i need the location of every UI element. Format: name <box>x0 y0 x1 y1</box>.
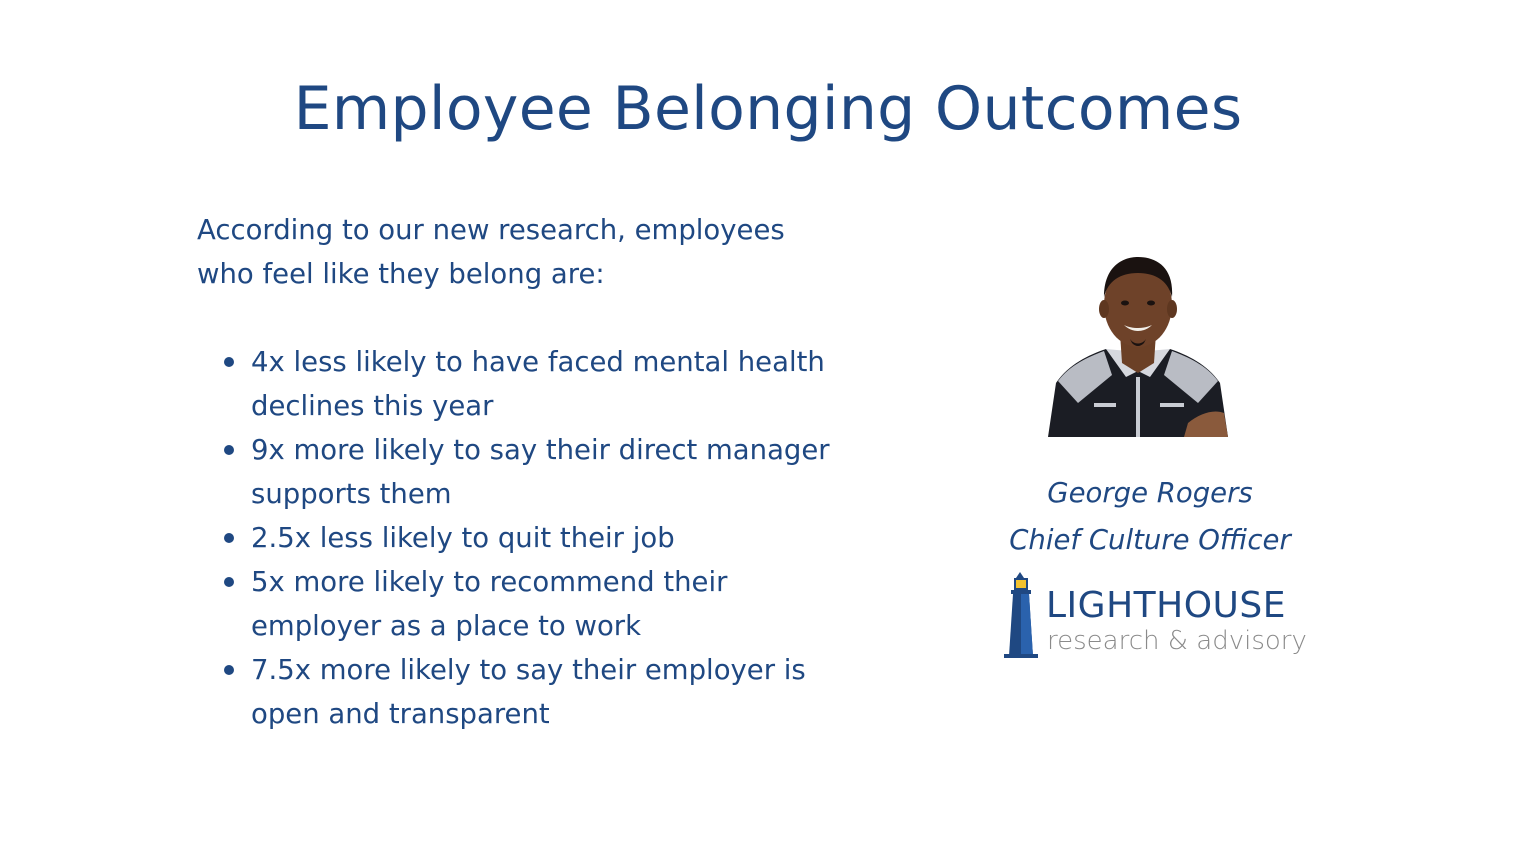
person-role: Chief Culture Officer <box>1009 524 1291 556</box>
list-item-line-1: 9x more likely to say their direct manager <box>251 434 830 466</box>
list-item-line-1: 4x less likely to have faced mental health <box>251 346 825 378</box>
bullet-icon <box>224 577 234 587</box>
portrait-photo <box>1048 253 1228 437</box>
list-item-line-2: declines this year <box>251 390 494 422</box>
logo-wordmark: LIGHTHOUSE <box>1046 585 1286 626</box>
list-item <box>197 428 917 516</box>
list-item-line-1: 2.5x less likely to quit their job <box>251 522 675 554</box>
person-name: George Rogers <box>1047 477 1253 509</box>
list-item-line-2: supports them <box>251 478 452 510</box>
intro-paragraph <box>197 208 897 296</box>
person-caption <box>960 470 1340 564</box>
bullet-icon <box>224 533 234 543</box>
list-item-line-2: employer as a place to work <box>251 610 642 642</box>
list-item <box>197 340 917 428</box>
lighthouse-logo <box>1002 572 1322 662</box>
list-item-line-1: 7.5x more likely to say their employer is <box>251 654 806 686</box>
page-title: Employee Belonging Outcomes <box>293 74 1243 144</box>
list-item-line-1: 5x more likely to recommend their <box>251 566 728 598</box>
bullet-icon <box>224 665 234 675</box>
outcomes-list <box>197 340 917 736</box>
bullet-icon <box>224 357 234 367</box>
portrait-illustration <box>1048 253 1228 437</box>
list-item <box>197 516 917 560</box>
list-item <box>197 648 917 736</box>
logo-tagline: research & advisory <box>1047 626 1307 656</box>
list-item-line-2: open and transparent <box>251 698 550 730</box>
intro-line-1: According to our new research, employees <box>197 214 785 246</box>
bullet-icon <box>224 445 234 455</box>
intro-line-2: who feel like they belong are: <box>197 258 605 290</box>
lighthouse-icon <box>1002 572 1042 662</box>
list-item <box>197 560 917 648</box>
